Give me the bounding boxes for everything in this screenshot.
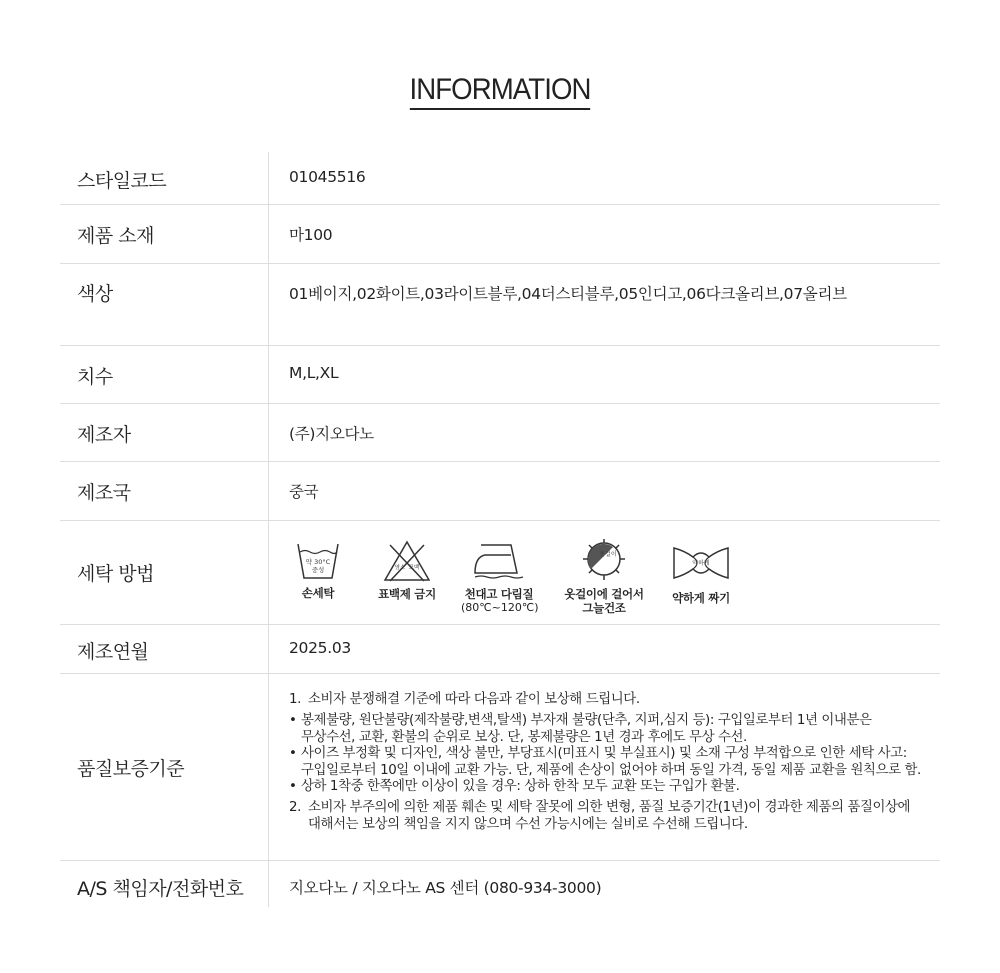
icon-caption-sub: 그늘건조 [582, 601, 626, 615]
row-value: 01베이지,02화이트,03라이트블루,04더스티블루,05인디고,06다크올리브,07올리브 [289, 285, 847, 303]
row-value: 마100 [289, 226, 333, 244]
hang-dry-icon [579, 537, 629, 583]
iron-icon [471, 539, 527, 583]
row-label: 제품 소재 [77, 225, 154, 247]
icon-inner-text: 약 30°C [305, 558, 331, 566]
table-row-color [60, 264, 940, 346]
hand-wash-care [289, 542, 347, 600]
list-item [289, 800, 929, 833]
row-value: M,L,XL [289, 364, 339, 382]
table-row-washing [60, 521, 940, 625]
row-label: 색상 [77, 283, 113, 305]
row-label: 품질보증기준 [77, 758, 185, 780]
table-row-country [60, 462, 940, 521]
row-label: 제조자 [77, 424, 131, 446]
list-text: 구입일로부터 10일 이내에 교환 가능. 단, 제품에 손상이 없어야 하며 동일 가격, 동일 제품 교환을 원칙으로 함. [301, 762, 921, 778]
icon-inner-text: 옷걸이 [599, 551, 617, 558]
list-text: 소비자 부주의에 의한 제품 훼손 및 세탁 잘못에 의한 변형, 품질 보증기간(1년)이 경과한 제품의 품질이상에 [308, 800, 911, 816]
list-number: 1. [289, 692, 301, 707]
row-label: 스타일코드 [77, 170, 167, 192]
icon-inner-text: 염소 [394, 565, 406, 571]
list-text: 상하 1착중 한쪽에만 이상이 있을 경우: 상하 한착 모두 교환 또는 구입가 환불. [301, 779, 740, 795]
list-text: 소비자 분쟁해결 기준에 따라 다음과 같이 보상해 드립니다. [308, 692, 640, 707]
list-number: 2. [289, 800, 301, 816]
row-label: A/S 책임자/전화번호 [77, 878, 244, 900]
row-value: 2025.03 [289, 639, 351, 657]
gentle-wring-icon [671, 545, 731, 581]
icon-caption: 옷걸이에 걸어서 [564, 587, 644, 601]
row-label: 제조연월 [77, 641, 149, 663]
table-row-quality [60, 674, 940, 861]
table-row-manufacturer [60, 404, 940, 462]
row-label: 제조국 [77, 482, 131, 504]
row-value: (주)지오다노 [289, 425, 374, 443]
bullet: • [289, 713, 297, 729]
row-value: 01045516 [289, 168, 366, 186]
page-title-text: INFORMATION [409, 73, 590, 110]
list-text: 무상수선, 교환, 환불의 순위로 보상. 단, 봉제불량은 1년 경과 후에도 무상 수선. [301, 729, 747, 745]
table-row-material [60, 205, 940, 264]
icon-caption-sub: (80℃~120℃) [461, 601, 539, 614]
gentle-wring-care [669, 545, 733, 605]
row-value: 지오다노 / 지오다노 AS 센터 (080-934-3000) [289, 879, 602, 897]
icon-caption: 약하게 짜기 [672, 591, 730, 605]
no-bleach-care [372, 539, 442, 601]
bullet: • [289, 779, 297, 795]
hand-wash-icon [296, 542, 340, 582]
icon-caption: 손세탁 [301, 586, 335, 600]
table-row-date [60, 625, 940, 674]
row-value: 중국 [289, 483, 319, 501]
icon-inner-text: 표백 [408, 565, 420, 571]
iron-care [461, 539, 537, 615]
list-item [289, 713, 929, 746]
list-text: 사이즈 부정확 및 디자인, 색상 불만, 부당표시(미표시 및 부실표시) 및 소재 구성 부적합으로 인한 세탁 사고: [301, 746, 907, 762]
no-bleach-icon [382, 539, 432, 583]
quality-guarantee-text [289, 692, 929, 833]
icon-inner-text: 약하게 [692, 560, 710, 567]
list-item [289, 746, 929, 779]
table-row-size [60, 346, 940, 404]
row-label: 치수 [77, 366, 113, 388]
icon-inner-text: 중성 [311, 566, 325, 574]
list-item [289, 692, 929, 708]
icon-caption: 표백제 금지 [378, 587, 436, 601]
page-title [40, 73, 960, 107]
list-text: 봉제불량, 원단불량(제작불량,변색,탈색) 부자재 불량(단추, 지퍼,심지 등): 구입일로부터 1년 이내분은 [301, 713, 872, 729]
table-row-as [60, 861, 940, 907]
row-label: 세탁 방법 [77, 563, 154, 585]
table-row-style-code [60, 152, 940, 205]
bullet: • [289, 746, 297, 762]
hang-dry-care [563, 537, 645, 615]
icon-caption: 천대고 다림질 [464, 587, 534, 601]
list-item [289, 779, 929, 795]
list-text: 대해서는 보상의 책임을 지지 않으며 수선 가능시에는 실비로 수선해 드립니다. [308, 816, 748, 832]
